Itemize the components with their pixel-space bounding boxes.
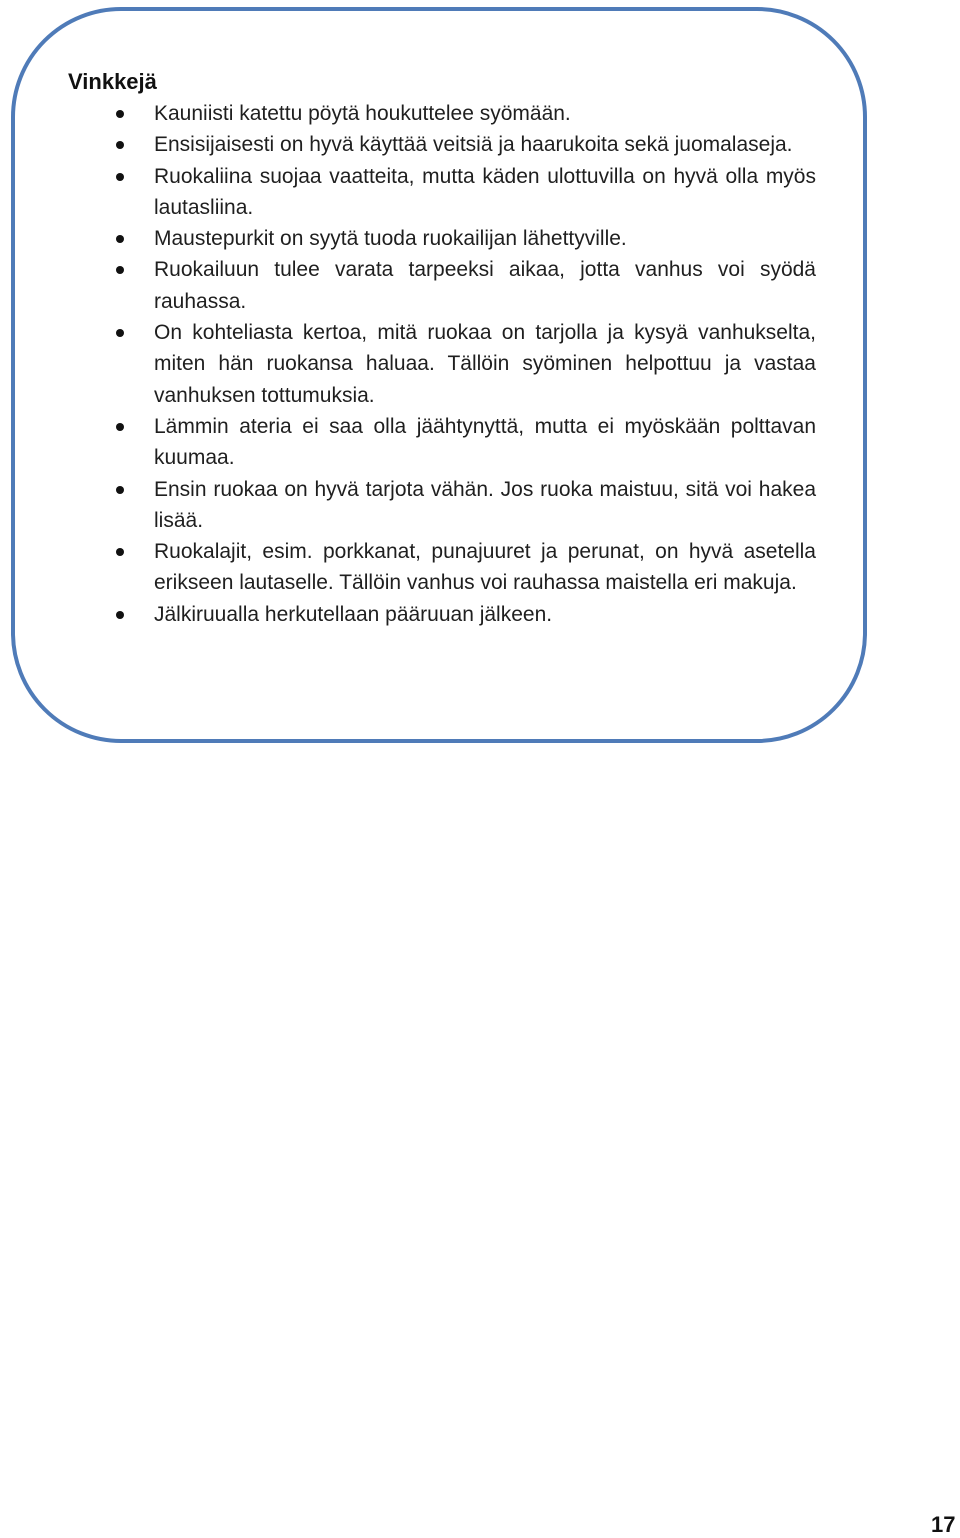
list-item-text: Maustepurkit on syytä tuoda ruokailijan lähettyville. xyxy=(154,227,627,251)
page-number: 17 xyxy=(931,1512,956,1537)
list-item-text: Ruokaliina suojaa vaatteita, mutta käden ulottuvilla on hyvä olla myös lautasliina. xyxy=(154,164,816,219)
bullet-icon xyxy=(116,611,124,619)
list-item xyxy=(154,474,816,537)
list-item xyxy=(154,254,816,317)
list-item xyxy=(154,161,816,224)
tips-list xyxy=(154,98,816,630)
bullet-icon xyxy=(116,110,124,118)
list-item-text: Lämmin ateria ei saa olla jäähtynyttä, mutta ei myöskään polttavan kuumaa. xyxy=(154,414,816,470)
list-item-text: Jälkiruualla herkutellaan pääruuan jälkeen. xyxy=(154,602,553,626)
list-item xyxy=(154,98,816,129)
list-item-text: Kauniisti katettu pöytä houkuttelee syömään. xyxy=(154,102,571,125)
list-item xyxy=(154,223,816,254)
bullet-icon xyxy=(116,486,124,494)
bullet-icon xyxy=(116,423,124,431)
list-item-text: Ruokailuun tulee varata tarpeeksi aikaa, jotta vanhus voi syödä rauhassa. xyxy=(154,258,816,313)
list-item xyxy=(154,536,816,599)
list-item-text: Ruokalajit, esim. porkkanat, punajuuret ja perunat, on hyvä asetella erikseen lautaselle. Tällöin vanhus voi rauhassa maistella eri makuja. xyxy=(154,540,816,595)
bullet-icon xyxy=(116,173,124,181)
list-item-text: On kohteliasta kertoa, mitä ruokaa on tarjolla ja kysyä vanhukselta, miten hän ruokansa haluaa. Tällöin syöminen helpottuu ja vastaa vanhuksen tottumuksia. xyxy=(154,321,816,407)
list-item xyxy=(154,129,816,160)
list-item xyxy=(154,317,816,411)
list-item xyxy=(154,599,816,630)
list-item xyxy=(154,411,816,474)
list-item-text: Ensisijaisesti on hyvä käyttää veitsiä ja haarukoita sekä juomalaseja. xyxy=(154,133,793,157)
tips-title: Vinkkejä xyxy=(68,69,157,94)
list-item-text: Ensin ruokaa on hyvä tarjota vähän. Jos ruoka maistuu, sitä voi hakea lisää. xyxy=(154,477,816,532)
